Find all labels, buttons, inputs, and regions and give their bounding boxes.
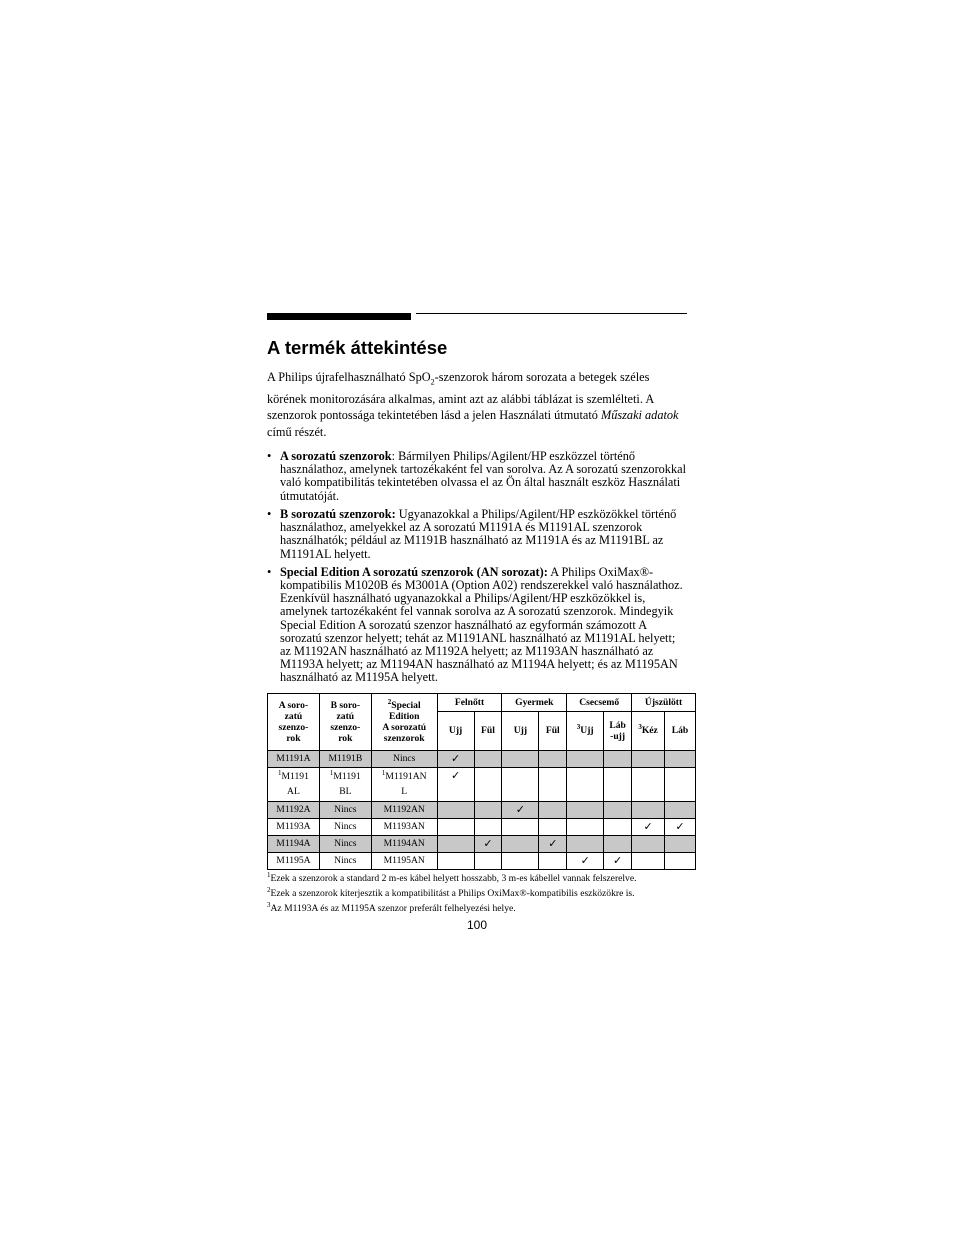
checkmark-icon: ✓ (450, 768, 461, 782)
empty-cell (539, 818, 567, 835)
col-b-header: B soro- zatú szenzo- rok (319, 693, 371, 750)
list-item: • Special Edition A sorozatú szenzorok (AN sorozat): A Philips OxiMax®-kompatibilis M1020B és M3001A (Option A02) rendszerekkel való használathoz. Ezenkívül használható ugyanazokkal a Philips/Agilent/HP eszközökkel is, amelynek tartozékaként fel vannak sorolva az A sorozatú szenzorok. Mindegyik Special Edition A sorozatú szenzor használható az egyformán számozott A sorozatú szenzor helyett; tehát az M1191ANL használható az M1191AL helyett; az M1192AN használható az M1192A helyett; az M1193AN használható az M1193A helyett; az M1194AN használható az M1194A helyett; és az M1195AN használható az M1195A helyett. (267, 564, 683, 685)
document-page (267, 313, 687, 932)
table-row (268, 835, 696, 852)
empty-cell (632, 767, 665, 801)
empty-cell (567, 801, 604, 818)
sub-header: Fül (539, 711, 567, 750)
sub-header: Ujj (502, 711, 539, 750)
empty-cell (567, 835, 604, 852)
table-cell: Nincs (319, 818, 371, 835)
list-item: • A sorozatú szenzorok: Bármilyen Philips/Agilent/HP eszközzel történő használathoz, amelynek tartozékaként fel van sorolva. Az A sorozatú szenzorokkal való kompatibilitás tekintetében olvassa el az Ön által használt eszköz Használati útmutatóját. (267, 449, 686, 503)
table-cell: Nincs (319, 852, 371, 869)
list-item: • B sorozatú szenzorok: Ugyanazokkal a Philips/Agilent/HP eszközökkel történő használathoz, amelyekkel az A sorozatú M1191A és M1191AL szenzorok használhatók; például az M1191B használható az M1191A és az M1191BL az M1191AL helyett. (267, 506, 677, 561)
checkmark-icon: ✓ (548, 837, 558, 851)
empty-cell (474, 767, 502, 801)
empty-cell (604, 818, 632, 835)
footnote: $^2$Ezek a szenzorok kiterjesztik a kompatibilitást a Philips OxiMax®-kompatibilis eszközökre is. (267, 885, 635, 899)
empty-cell (474, 852, 502, 869)
table-row (268, 767, 696, 801)
col-c-header: $^2$Special Edition A sorozatú szenzorok (371, 693, 437, 750)
empty-cell (437, 835, 474, 852)
intro-paragraph: A Philips újrafelhasználható SpO$_2$-szenzorok három sorozata a betegek széles körének monitorozására alkalmas, amint azt az alábbi táblázat is szemlélteti. A szenzorok pontossága tekintetében lásd a jelen Használati útmutató Műszaki adatok című részét. (267, 370, 679, 439)
check-cell (474, 835, 502, 852)
empty-cell (665, 750, 696, 767)
checkmark-icon: ✓ (580, 854, 590, 868)
footnote: $^3$Az M1193A és az M1195A szenzor preferált felhelyezési helye. (267, 900, 516, 914)
page-number: 100 (466, 917, 488, 932)
table-cell: Nincs (319, 801, 371, 818)
check-cell (632, 818, 665, 835)
empty-cell (632, 835, 665, 852)
table-cell: $^1$M1191 AL (268, 767, 320, 801)
sub-header: Láb -ujj (604, 711, 632, 750)
header-rule-thin (416, 313, 687, 314)
check-cell (567, 852, 604, 869)
empty-cell (567, 767, 604, 801)
header-rule (267, 313, 687, 321)
group-header: Csecsemő (567, 693, 632, 711)
checkmark-icon: ✓ (643, 820, 653, 834)
empty-cell (567, 750, 604, 767)
empty-cell (474, 818, 502, 835)
table-cell: $^1$M1191 BL (319, 767, 371, 801)
section-title: A termék áttekintése (267, 337, 448, 358)
empty-cell (665, 801, 696, 818)
empty-cell (502, 767, 539, 801)
group-header: Újszülött (632, 693, 696, 711)
empty-cell (502, 750, 539, 767)
header-rule-thick (267, 313, 411, 320)
group-header: Gyermek (502, 693, 567, 711)
checkmark-icon: ✓ (450, 752, 461, 766)
empty-cell (604, 767, 632, 801)
empty-cell (665, 852, 696, 869)
table-cell: M1191A (268, 750, 320, 767)
empty-cell (539, 750, 567, 767)
empty-cell (567, 818, 604, 835)
empty-cell (437, 801, 474, 818)
empty-cell (665, 767, 696, 801)
sub-header: $^3$Kéz (632, 711, 665, 750)
footnotes (267, 870, 687, 914)
empty-cell (474, 750, 502, 767)
empty-cell (665, 835, 696, 852)
empty-cell (539, 801, 567, 818)
table-row (268, 818, 696, 835)
table-cell: M1194AN (371, 835, 437, 852)
empty-cell (604, 835, 632, 852)
table-cell: M1195A (268, 852, 320, 869)
table-cell: Nincs (371, 750, 437, 767)
sub-header: Fül (474, 711, 502, 750)
empty-cell (502, 818, 539, 835)
group-header: Felnőtt (437, 693, 502, 711)
empty-cell (632, 750, 665, 767)
sensor-table (267, 693, 696, 870)
table-cell: M1192AN (371, 801, 437, 818)
check-cell (437, 750, 474, 767)
table-cell: M1193A (268, 818, 320, 835)
sub-header: $^3$Ujj (567, 711, 604, 750)
table-cell: M1193AN (371, 818, 437, 835)
table-cell: Nincs (319, 835, 371, 852)
empty-cell (437, 818, 474, 835)
table-cell: M1191B (319, 750, 371, 767)
empty-cell (539, 852, 567, 869)
check-cell (604, 852, 632, 869)
col-a-header: A soro- zatú szenzo- rok (268, 693, 320, 750)
empty-cell (502, 835, 539, 852)
footnote: $^1$Ezek a szenzorok a standard 2 m-es kábel helyett hosszabb, 3 m-es kábellel vannak felszerelve. (267, 870, 637, 884)
checkmark-icon: ✓ (515, 803, 525, 817)
check-cell (665, 818, 696, 835)
sub-header: Láb (665, 711, 696, 750)
sub-header: Ujj (437, 711, 474, 750)
table-row (268, 801, 696, 818)
series-list (267, 450, 687, 684)
empty-cell (632, 801, 665, 818)
empty-cell (604, 750, 632, 767)
empty-cell (632, 852, 665, 869)
empty-cell (474, 801, 502, 818)
checkmark-icon: ✓ (675, 820, 685, 834)
table-row (268, 852, 696, 869)
empty-cell (539, 767, 567, 801)
checkmark-icon: ✓ (483, 837, 493, 851)
table-row (268, 750, 696, 767)
table-cell: M1195AN (371, 852, 437, 869)
check-cell (539, 835, 567, 852)
check-cell (437, 767, 474, 801)
checkmark-icon: ✓ (613, 854, 623, 868)
table-cell: M1192A (268, 801, 320, 818)
empty-cell (604, 801, 632, 818)
empty-cell (502, 852, 539, 869)
empty-cell (437, 852, 474, 869)
check-cell (502, 801, 539, 818)
table-cell: $^1$M1191AN L (371, 767, 437, 801)
table-cell: M1194A (268, 835, 320, 852)
